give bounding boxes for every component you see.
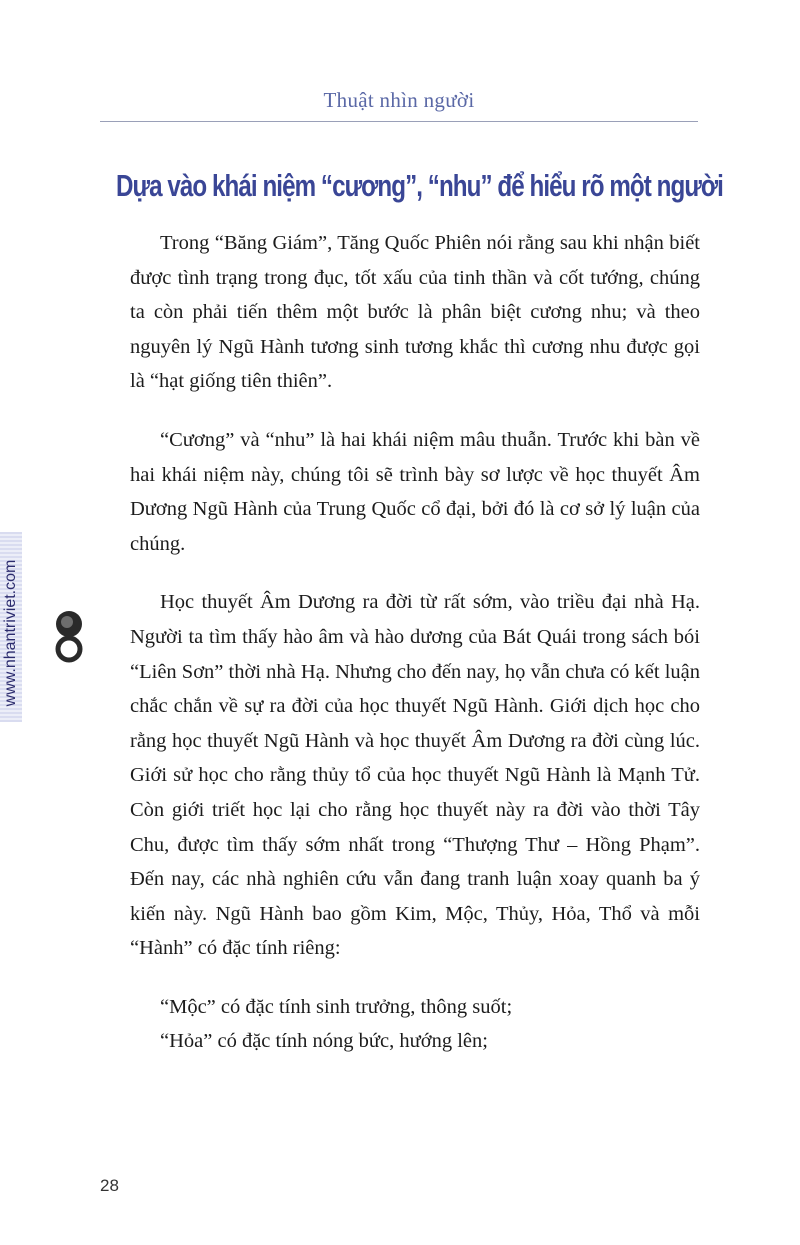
list-line-moc: “Mộc” có đặc tính sinh trưởng, thông suốt; [160,995,513,1018]
side-watermark-url: www.nhantriviet.com [2,559,19,707]
publisher-logo-icon [52,606,86,664]
paragraph-2: “Cương” và “nhu” là hai khái niệm mâu thuẫn. Trước khi bàn về hai khái niệm này, chúng tôi sẽ trình bày sơ lược về học thuyết Âm Dương Ngũ Hành của Trung Quốc cổ đại, bởi đó là cơ sở lý luận của chúng. [130,428,700,555]
paragraph-3: Học thuyết Âm Dương ra đời từ rất sớm, vào triều đại nhà Hạ. Người ta tìm thấy hào âm và hào dương của Bát Quái trong sách bói “Liên Sơn” thời nhà Hạ. Nhưng cho đến nay, họ vẫn chưa có kết luận chắc chắn về sự ra đời của học thuyết Ngũ Hành. Giới dịch học cho rằng học thuyết Ngũ Hành và học thuyết Âm Dương ra đời cùng lúc. Giới sử học cho rằng thủy tổ của học thuyết Ngũ Hành là Mạnh Tử. Còn giới triết học lại cho rằng học thuyết này ra đời vào thời Tây Chu, được tìm thấy sớm nhất trong “Thượng Thư – Hồng Phạm”. Đến nay, các nhà nghiên cứu vẫn đang tranh luận xoay quanh ba ý kiến này. Ngũ Hành bao gồm Kim, Mộc, Thủy, Hỏa, Thổ và mỗi “Hành” có đặc tính riêng: [130,591,700,960]
chapter-title: Dựa vào khái niệm “cương”, “nhu” để hiểu rõ một người [116,168,723,203]
running-head: Thuật nhìn người [323,88,475,112]
paragraph-1: Trong “Băng Giám”, Tăng Quốc Phiên nói rằng sau khi nhận biết được tình trạng trong đục, tốt xấu của tinh thần và cốt tướng, chúng ta còn phải tiến thêm một bước là phân biệt cương nhu; và theo nguyên lý Ngũ Hành tương sinh tương khắc thì cương nhu được gọi là “hạt giống tiên thiên”. [130,232,700,393]
body-text [130,226,700,1059]
header-divider [100,121,698,122]
page-number: 28 [100,1176,119,1195]
list-line-hoa: “Hỏa” có đặc tính nóng bức, hướng lên; [160,1030,488,1053]
